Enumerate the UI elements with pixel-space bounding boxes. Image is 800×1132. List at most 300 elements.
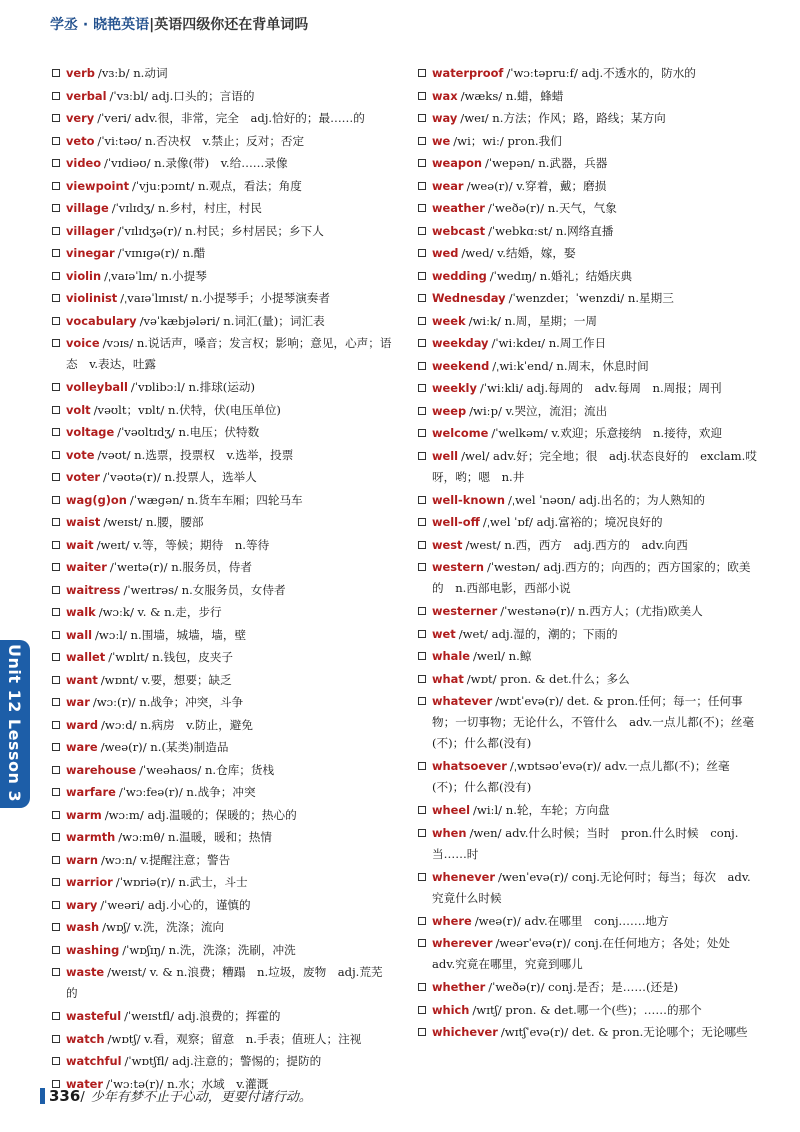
checkbox-icon[interactable] xyxy=(418,652,426,660)
checkbox-icon[interactable] xyxy=(52,698,60,706)
vocab-entry xyxy=(52,1028,394,1051)
vocab-definition: /weɪst/ n.腰，腰部 xyxy=(103,515,204,529)
vocab-word: warm xyxy=(66,807,102,822)
vocab-definition: /ˈwedɪŋ/ n.婚礼；结婚庆典 xyxy=(489,268,633,283)
vocab-definition: /ˌwiːkˈend/ n.周末，休息时间 xyxy=(492,358,649,373)
vocab-definition: /west/ n.西，西方 adj.西方的 adv.向西 xyxy=(465,537,688,552)
checkbox-icon[interactable] xyxy=(418,762,426,770)
vocab-definition: /ˈviːtəʊ/ n.否决权 v.禁止；反对；否定 xyxy=(97,133,305,148)
vocab-word: ward xyxy=(66,717,98,732)
vocab-word: watch xyxy=(66,1031,105,1046)
vocab-entry xyxy=(418,866,760,910)
vocab-definition: /wiːp/ v.哭泣，流泪；流出 xyxy=(469,403,608,418)
vocab-definition: /ˈwɔːtə(r)/ n.水；水域 v.灌溉 xyxy=(106,1076,269,1091)
checkbox-icon[interactable] xyxy=(418,496,426,504)
checkbox-icon[interactable] xyxy=(418,697,426,705)
vocab-word: wall xyxy=(66,627,93,642)
checkbox-icon[interactable] xyxy=(52,294,60,302)
vocab-definition: /wenˈevə(r)/ conj.无论何时；每当；每次 adv.究竟什么时候 xyxy=(432,869,751,905)
checkbox-icon[interactable] xyxy=(418,114,426,122)
vocab-definition: /ˌwel ˈnəʊn/ adj.出名的；为人熟知的 xyxy=(507,492,705,507)
vocab-definition: /ˈwelkəm/ v.欢迎；乐意接纳 n.接待，欢迎 xyxy=(491,426,723,440)
vocab-definition: /weərˈevə(r)/ conj.在任何地方；各处；处处 adv.究竟在哪里，究竟到哪儿 xyxy=(432,936,742,971)
vocab-definition: /ˈwiːkli/ adj.每周的 adv.每周 n.周报；周刊 xyxy=(479,381,722,395)
vocab-word: weep xyxy=(432,403,467,418)
book-title: 英语四级你还在背单词吗 xyxy=(154,17,309,33)
checkbox-icon[interactable] xyxy=(52,1035,60,1043)
vocab-entry xyxy=(418,242,760,265)
checkbox-icon[interactable] xyxy=(52,563,60,571)
checkbox-icon[interactable] xyxy=(52,878,60,886)
vocab-entry xyxy=(52,646,394,669)
vocab-word: voter xyxy=(66,470,101,484)
vocab-word: warmth xyxy=(66,830,116,844)
vocab-definition: /ˈweəhaʊs/ n.仓库；货栈 xyxy=(139,762,275,777)
vocab-entry xyxy=(52,804,394,827)
vocab-word: water xyxy=(66,1076,103,1091)
checkbox-icon[interactable] xyxy=(52,631,60,639)
checkbox-icon[interactable] xyxy=(418,1028,426,1036)
checkbox-icon[interactable] xyxy=(418,137,426,145)
vocab-definition: /wet/ adj.湿的，潮的；下雨的 xyxy=(458,626,618,641)
checkbox-icon[interactable] xyxy=(52,811,60,819)
vocab-entry xyxy=(418,690,760,755)
vocab-word: what xyxy=(432,671,464,686)
vocab-entry xyxy=(418,107,760,130)
checkbox-icon[interactable] xyxy=(418,541,426,549)
vocab-word: wait xyxy=(66,537,94,552)
vocab-entry xyxy=(418,355,760,378)
vocab-word: wherever xyxy=(432,936,493,950)
vocab-definition: /vɜːb/ n.动词 xyxy=(97,66,168,80)
vocab-entry xyxy=(52,107,394,130)
vocab-entry xyxy=(52,871,394,894)
vocab-definition: /ˌvaɪəˈlɪn/ n.小提琴 xyxy=(104,268,207,283)
vocab-entry xyxy=(418,822,760,866)
checkbox-icon[interactable] xyxy=(52,137,60,145)
vocab-entry xyxy=(418,932,760,976)
checkbox-icon[interactable] xyxy=(52,451,60,459)
vocab-word: volleyball xyxy=(66,380,128,394)
checkbox-icon[interactable] xyxy=(418,983,426,991)
vocab-definition: /wɔːk/ v. & n.走，步行 xyxy=(98,605,222,619)
vocab-entry xyxy=(418,755,760,799)
checkbox-icon[interactable] xyxy=(52,69,60,77)
vocab-entry xyxy=(418,332,760,355)
checkbox-icon[interactable] xyxy=(418,429,426,437)
vocab-word: ware xyxy=(66,740,98,754)
vocab-definition: /ˌvaɪəˈlɪnɪst/ n.小提琴手；小提琴演奏者 xyxy=(120,291,330,305)
vocab-entry xyxy=(418,220,760,243)
vocab-entry xyxy=(418,556,760,600)
vocab-entry xyxy=(52,489,394,512)
vocab-definition: /wɪtʃ/ pron. & det.哪一个(些)；……的那个 xyxy=(472,1002,702,1017)
vocab-definition: /ˈweəri/ adj.小心的，谨慎的 xyxy=(100,897,251,912)
vocab-definition: /vəʊlt；vɒlt/ n.伏特，伏(电压单位) xyxy=(93,402,281,417)
vocab-entry xyxy=(52,466,394,489)
vocab-word: verb xyxy=(66,66,95,80)
vocab-word: whenever xyxy=(432,869,495,884)
checkbox-icon[interactable] xyxy=(418,159,426,167)
checkbox-icon[interactable] xyxy=(418,317,426,325)
vocab-entry xyxy=(52,130,394,153)
vocab-definition: /ˈwepən/ n.武器，兵器 xyxy=(485,156,608,170)
vocab-word: volt xyxy=(66,402,91,417)
checkbox-icon[interactable] xyxy=(418,829,426,837)
vocab-definition: /wæks/ n.蜡，蜂蜡 xyxy=(460,88,564,103)
vocab-definition: /wɔː(r)/ n.战争；冲突，斗争 xyxy=(92,695,244,709)
vocab-word: waitress xyxy=(66,582,121,597)
vocab-word: weekday xyxy=(432,336,489,350)
vocab-entry xyxy=(418,85,760,108)
vocab-definition: /weɪl/ n.鲸 xyxy=(472,649,532,663)
vocab-entry xyxy=(418,645,760,668)
vocab-entry xyxy=(418,287,760,310)
vocab-entry xyxy=(418,623,760,646)
vocab-definition: /ˈvɒlibɔːl/ n.排球(运动) xyxy=(130,380,256,394)
checkbox-icon[interactable] xyxy=(52,653,60,661)
checkbox-icon[interactable] xyxy=(52,249,60,257)
vocab-definition: /ˈwɒtʃfl/ adj.注意的；警惕的；提防的 xyxy=(124,1054,322,1068)
checkbox-icon[interactable] xyxy=(52,946,60,954)
vocab-word: violin xyxy=(66,268,102,283)
vocab-entry xyxy=(418,400,760,423)
vocab-entry xyxy=(418,310,760,333)
vocab-word: village xyxy=(66,201,109,215)
checkbox-icon[interactable] xyxy=(52,833,60,841)
checkbox-icon[interactable] xyxy=(52,317,60,325)
checkbox-icon[interactable] xyxy=(418,452,426,460)
checkbox-icon[interactable] xyxy=(52,496,60,504)
vocab-definition: /ˈweɪtrəs/ n.女服务员，女侍者 xyxy=(123,582,286,597)
checkbox-icon[interactable] xyxy=(52,204,60,212)
checkbox-icon[interactable] xyxy=(418,384,426,392)
vocab-definition: /wel/ adv.好；完全地；很 adj.状态良好的 exclam.哎呀，哟；嗯 n.井 xyxy=(432,448,757,484)
vocab-definition: /weə(r)/ v.穿着，戴；磨损 xyxy=(466,178,607,193)
vocab-entry xyxy=(418,175,760,198)
footer-motto: 少年有梦不止于心动，更要付诸行动。 xyxy=(90,1090,312,1105)
vocab-definition: /wɔːmθ/ n.温暖，暖和；热情 xyxy=(118,830,272,844)
vocab-definition: /ˈvɪdiəʊ/ n.录像(带) v.给……录像 xyxy=(104,156,288,170)
checkbox-icon[interactable] xyxy=(52,676,60,684)
page-header xyxy=(50,14,308,34)
vocab-definition: /ˈvɪlɪdʒ/ n.乡村，村庄，村民 xyxy=(111,201,262,215)
checkbox-icon[interactable] xyxy=(52,1012,60,1020)
vocab-entry xyxy=(418,999,760,1022)
vocab-definition: /ˈvɪlɪdʒə(r)/ n.村民；乡村居民；乡下人 xyxy=(117,223,324,238)
vocab-entry xyxy=(52,1050,394,1073)
vocab-word: week xyxy=(432,313,466,328)
vocab-word: warrior xyxy=(66,875,113,889)
vocab-word: waist xyxy=(66,515,101,529)
checkbox-icon[interactable] xyxy=(52,383,60,391)
vocab-definition: /ˈwenzdeɪ；ˈwenzdi/ n.星期三 xyxy=(508,291,674,305)
checkbox-icon[interactable] xyxy=(52,182,60,190)
vocab-word: waste xyxy=(66,965,105,979)
checkbox-icon[interactable] xyxy=(52,766,60,774)
vocab-word: vote xyxy=(66,447,95,462)
checkbox-icon[interactable] xyxy=(418,182,426,190)
checkbox-icon[interactable] xyxy=(418,939,426,947)
checkbox-icon[interactable] xyxy=(418,69,426,77)
checkbox-icon[interactable] xyxy=(418,204,426,212)
checkbox-icon[interactable] xyxy=(52,788,60,796)
vocab-word: well-off xyxy=(432,515,480,529)
vocab-word: wary xyxy=(66,897,98,912)
vocab-word: warehouse xyxy=(66,762,137,777)
vocab-word: whatever xyxy=(432,694,493,708)
vocab-word: washing xyxy=(66,942,120,957)
vocab-entry xyxy=(418,130,760,153)
vocab-definition: /ˈvjuːpɔɪnt/ n.观点，看法；角度 xyxy=(132,178,302,193)
vocab-entry xyxy=(52,242,394,265)
checkbox-icon[interactable] xyxy=(52,968,60,976)
vocab-word: villager xyxy=(66,223,115,238)
vocab-definition: /wɒtˈevə(r)/ det. & pron.任何；每一；任何事物；一切事物；无论什么，不管什么 adv.一点儿都(不)；丝毫(不)；什么都(没有) xyxy=(432,694,755,750)
vocab-definition: /ˈvɜːbl/ adj.口头的；言语的 xyxy=(109,88,255,103)
checkbox-icon[interactable] xyxy=(418,92,426,100)
vocab-word: weekend xyxy=(432,358,490,373)
vocab-entry xyxy=(418,910,760,933)
vocab-entry xyxy=(52,601,394,624)
checkbox-icon[interactable] xyxy=(418,607,426,615)
vocab-word: vinegar xyxy=(66,246,115,260)
vocab-entry xyxy=(52,220,394,243)
checkbox-icon[interactable] xyxy=(52,518,60,526)
vocab-entry xyxy=(418,668,760,691)
vocab-entry xyxy=(418,62,760,85)
vocab-entry xyxy=(52,624,394,647)
vocab-definition: /ˈweɪstfl/ adj.浪费的；挥霍的 xyxy=(124,1009,281,1023)
vocab-word: western xyxy=(432,560,484,574)
vocab-word: where xyxy=(432,913,472,928)
vocab-word: walk xyxy=(66,605,96,619)
vocab-definition: /ˈwæɡən/ n.货车车厢；四轮马车 xyxy=(129,492,303,507)
vocab-definition: /wɒʃ/ v.洗，洗涤；流向 xyxy=(102,920,225,934)
vocab-word: whether xyxy=(432,980,486,994)
vocab-definition: /weɪt/ v.等，等候；期待 n.等待 xyxy=(96,537,270,552)
vocab-entry xyxy=(418,197,760,220)
checkbox-icon[interactable] xyxy=(52,272,60,280)
vocab-word: wet xyxy=(432,626,456,641)
left-word-column xyxy=(52,62,394,1095)
vocab-entry xyxy=(418,799,760,822)
vocab-definition: /wɔːm/ adj.温暖的；保暖的；热心的 xyxy=(104,807,297,822)
vocab-entry xyxy=(418,600,760,623)
checkbox-icon[interactable] xyxy=(418,339,426,347)
header-separator: | xyxy=(149,17,155,33)
vocab-entry xyxy=(418,511,760,534)
vocab-entry xyxy=(52,421,394,444)
vocab-definition: /wed/ v.结婚，嫁，娶 xyxy=(461,246,576,260)
vocab-definition: /weɪ/ n.方法；作风；路，路线；某方向 xyxy=(460,111,666,125)
checkbox-icon[interactable] xyxy=(418,249,426,257)
checkbox-icon[interactable] xyxy=(52,1057,60,1065)
vocab-definition: /ˈvɪnɪɡə(r)/ n.醋 xyxy=(117,246,206,260)
checkbox-icon[interactable] xyxy=(52,608,60,616)
vocab-definition: /vəʊt/ n.选票，投票权 v.选举，投票 xyxy=(97,447,294,462)
vocab-definition: /ˈvəʊtə(r)/ n.投票人，选举人 xyxy=(103,470,257,484)
checkbox-icon[interactable] xyxy=(418,1006,426,1014)
vocab-definition: /ˈwestən/ adj.西方的；向西的；西方国家的；欧美的 n.西部电影，西部小说 xyxy=(432,560,751,595)
vocab-word: wax xyxy=(432,88,458,103)
vocab-word: warn xyxy=(66,852,98,867)
checkbox-icon[interactable] xyxy=(52,541,60,549)
checkbox-icon[interactable] xyxy=(418,675,426,683)
vocab-definition: /ˈwiːkdeɪ/ n.周工作日 xyxy=(491,336,607,350)
vocab-entry xyxy=(418,422,760,445)
vocab-word: wheel xyxy=(432,803,470,817)
right-word-column xyxy=(418,62,760,1044)
vocab-definition: /wɔːn/ v.提醒注意；警告 xyxy=(100,852,231,867)
vocab-definition: /ˌwel ˈɒf/ adj.富裕的；境况良好的 xyxy=(482,515,663,529)
vocab-word: weapon xyxy=(432,156,483,170)
vocab-entry xyxy=(52,175,394,198)
vocab-definition: /wɒtʃ/ v.看，观察；留意 n.手表；值班人；注视 xyxy=(107,1031,362,1046)
vocab-word: weather xyxy=(432,201,485,215)
vocab-word: wed xyxy=(432,246,459,260)
checkbox-icon[interactable] xyxy=(52,721,60,729)
vocab-entry xyxy=(52,691,394,714)
checkbox-icon[interactable] xyxy=(52,114,60,122)
checkbox-icon[interactable] xyxy=(52,856,60,864)
vocab-entry xyxy=(52,781,394,804)
vocab-entry xyxy=(52,310,394,333)
vocab-definition: /wiːk/ n.周，星期；一周 xyxy=(468,313,597,328)
checkbox-icon[interactable] xyxy=(52,473,60,481)
vocab-entry xyxy=(418,976,760,999)
vocab-word: want xyxy=(66,672,98,687)
vocab-definition: /wɒt/ pron. & det.什么；多么 xyxy=(466,671,630,686)
vocab-word: video xyxy=(66,156,102,170)
vocab-definition: /wɔːd/ n.病房 v.防止，避免 xyxy=(100,717,253,732)
unit-side-tab-label: Unit 12 Lesson 3 xyxy=(5,644,24,803)
vocab-definition: /ˈwɒlɪt/ n.钱包，皮夹子 xyxy=(108,650,234,664)
vocab-entry xyxy=(52,961,394,1005)
checkbox-icon[interactable] xyxy=(52,159,60,167)
vocab-word: weekly xyxy=(432,381,477,395)
vocab-word: westerner xyxy=(432,604,498,618)
vocab-entry xyxy=(52,556,394,579)
vocab-word: webcast xyxy=(432,223,486,238)
checkbox-icon[interactable] xyxy=(418,917,426,925)
vocab-word: wash xyxy=(66,920,100,934)
vocab-entry xyxy=(52,1005,394,1028)
checkbox-icon[interactable] xyxy=(418,873,426,881)
checkbox-icon[interactable] xyxy=(418,518,426,526)
checkbox-icon[interactable] xyxy=(52,743,60,751)
vocab-definition: /ˈveri/ adv.很，非常，完全 adj.恰好的；最……的 xyxy=(97,111,365,125)
vocab-entry xyxy=(418,377,760,400)
vocab-word: watchful xyxy=(66,1054,122,1068)
vocab-word: waiter xyxy=(66,560,107,574)
vocab-word: waterproof xyxy=(432,66,504,80)
vocab-entry xyxy=(52,197,394,220)
checkbox-icon[interactable] xyxy=(52,923,60,931)
checkbox-icon[interactable] xyxy=(418,563,426,571)
vocab-word: Wednesday xyxy=(432,291,506,305)
vocab-entry xyxy=(52,399,394,422)
vocab-word: viewpoint xyxy=(66,178,130,193)
vocab-definition: /wɒnt/ v.要，想要；缺乏 xyxy=(100,672,232,687)
vocab-definition: /ˈweɪtə(r)/ n.服务员，侍者 xyxy=(109,560,252,574)
checkbox-icon[interactable] xyxy=(418,630,426,638)
vocab-entry xyxy=(52,534,394,557)
vocab-word: wasteful xyxy=(66,1009,122,1023)
vocab-entry xyxy=(52,736,394,759)
checkbox-icon[interactable] xyxy=(52,586,60,594)
vocab-word: voltage xyxy=(66,425,115,439)
checkbox-icon[interactable] xyxy=(418,227,426,235)
vocab-entry xyxy=(418,265,760,288)
vocab-entry xyxy=(52,511,394,534)
checkbox-icon[interactable] xyxy=(52,339,60,347)
vocab-word: well-known xyxy=(432,492,505,507)
vocab-definition: /ˈwɔːfeə(r)/ n.战争；冲突 xyxy=(118,785,256,799)
vocab-word: way xyxy=(432,111,458,125)
vocab-entry xyxy=(418,152,760,175)
vocab-definition: /ˈwɔːtəpruːf/ adj.不透水的，防水的 xyxy=(506,66,696,80)
unit-side-tab xyxy=(0,640,30,808)
vocab-entry xyxy=(52,759,394,782)
vocab-definition: /wiːl/ n.轮，车轮；方向盘 xyxy=(473,803,610,817)
checkbox-icon[interactable] xyxy=(418,407,426,415)
vocab-definition: /ˈwɒriə(r)/ n.武士，斗士 xyxy=(115,875,248,889)
vocab-definition: /wɔːl/ n.围墙，城墙，墙，壁 xyxy=(95,627,247,642)
checkbox-icon[interactable] xyxy=(52,406,60,414)
checkbox-icon[interactable] xyxy=(52,92,60,100)
checkbox-icon[interactable] xyxy=(418,272,426,280)
vocab-word: wag(g)on xyxy=(66,492,127,507)
checkbox-icon[interactable] xyxy=(418,362,426,370)
vocab-entry xyxy=(418,489,760,512)
vocab-word: warfare xyxy=(66,785,116,799)
checkbox-icon[interactable] xyxy=(52,428,60,436)
vocab-word: voice xyxy=(66,336,100,350)
footer-slash: / xyxy=(80,1090,85,1105)
vocab-word: verbal xyxy=(66,88,107,103)
vocab-entry xyxy=(52,894,394,917)
vocab-definition: /weə(r)/ n.(某类)制造品 xyxy=(100,740,229,754)
vocab-word: whatsoever xyxy=(432,759,507,773)
vocab-word: wedding xyxy=(432,268,487,283)
vocab-entry xyxy=(52,332,394,376)
vocab-entry xyxy=(418,445,760,489)
checkbox-icon[interactable] xyxy=(52,901,60,909)
checkbox-icon[interactable] xyxy=(418,806,426,814)
vocab-definition: /weɪst/ v. & n.浪费；糟蹋 n.垃圾，废物 adj.荒芜的 xyxy=(66,965,383,1000)
vocab-entry xyxy=(52,265,394,288)
vocab-definition: /wen/ adv.什么时候；当时 pron.什么时候 conj.当……时 xyxy=(432,825,739,861)
vocab-word: war xyxy=(66,695,90,709)
vocab-definition: /ˈweðə(r)/ n.天气，气象 xyxy=(487,201,617,215)
vocab-word: whale xyxy=(432,649,470,663)
vocab-word: wear xyxy=(432,178,464,193)
vocab-word: violinist xyxy=(66,291,118,305)
vocab-entry xyxy=(52,85,394,108)
checkbox-icon[interactable] xyxy=(52,227,60,235)
vocab-definition: /weə(r)/ adv.在哪里 conj.……地方 xyxy=(474,913,669,928)
vocab-word: vocabulary xyxy=(66,313,137,328)
checkbox-icon[interactable] xyxy=(418,294,426,302)
vocab-word: very xyxy=(66,111,95,125)
vocab-definition: /wɪtʃˈevə(r)/ det. & pron.无论哪个；无论哪些 xyxy=(500,1025,748,1039)
vocab-definition: /ˌwɒtsəʊˈevə(r)/ adv.一点儿都(不)；丝毫(不)；什么都(没有) xyxy=(432,759,730,794)
brand-name: 学丞 · 晓艳英语 xyxy=(50,17,150,33)
vocab-definition: /ˈwebkɑːst/ n.网络直播 xyxy=(488,223,614,238)
vocab-word: whichever xyxy=(432,1025,498,1039)
vocab-definition: /vəˈkæbjələri/ n.词汇(量)；词汇表 xyxy=(139,313,325,328)
